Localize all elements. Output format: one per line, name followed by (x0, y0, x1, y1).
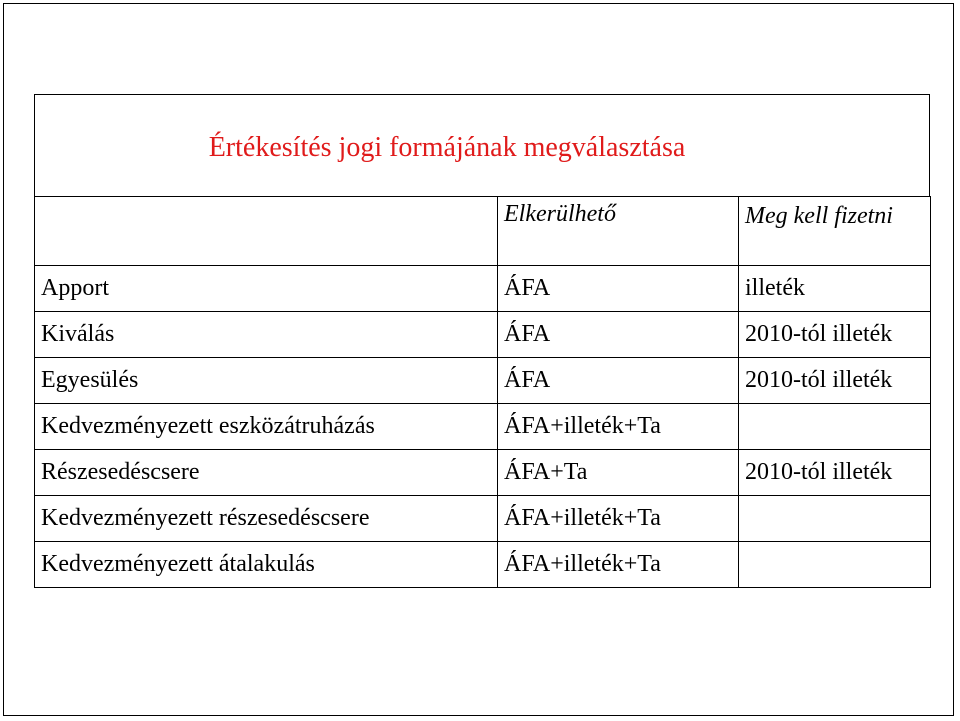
table-row (35, 312, 931, 358)
cell-form-name: Részesedéscsere (35, 450, 498, 496)
cell-payable: 2010-tól illeték (739, 358, 931, 404)
cell-form-name: Kedvezményezett részesedéscsere (35, 496, 498, 542)
comparison-table (34, 196, 931, 588)
cell-form-name: Egyesülés (35, 358, 498, 404)
table-row (35, 404, 931, 450)
table-row (35, 542, 931, 588)
header-cell-form (35, 197, 498, 266)
cell-avoidable: ÁFA (498, 312, 739, 358)
cell-payable (739, 496, 931, 542)
table-row (35, 496, 931, 542)
header-cell-avoidable: Elkerülhető (498, 197, 739, 266)
cell-avoidable: ÁFA+illeték+Ta (498, 496, 739, 542)
cell-form-name: Kedvezményezett átalakulás (35, 542, 498, 588)
cell-avoidable: ÁFA (498, 358, 739, 404)
cell-payable (739, 542, 931, 588)
cell-form-name: Kedvezményezett eszközátruházás (35, 404, 498, 450)
table-row (35, 266, 931, 312)
cell-form-name: Apport (35, 266, 498, 312)
title-box (34, 94, 930, 197)
cell-avoidable: ÁFA+illeték+Ta (498, 542, 739, 588)
table-header-row (35, 197, 931, 266)
table-row (35, 450, 931, 496)
slide-title: Értékesítés jogi formájának megválasztása (208, 131, 686, 163)
cell-payable (739, 404, 931, 450)
cell-payable: illeték (739, 266, 931, 312)
cell-payable: 2010-tól illeték (739, 312, 931, 358)
cell-avoidable: ÁFA+illeték+Ta (498, 404, 739, 450)
cell-avoidable: ÁFA (498, 266, 739, 312)
cell-avoidable: ÁFA+Ta (498, 450, 739, 496)
table-row (35, 358, 931, 404)
cell-form-name: Kiválás (35, 312, 498, 358)
cell-payable: 2010-tól illeték (739, 450, 931, 496)
header-cell-payable: Meg kell fizetni (739, 197, 931, 266)
